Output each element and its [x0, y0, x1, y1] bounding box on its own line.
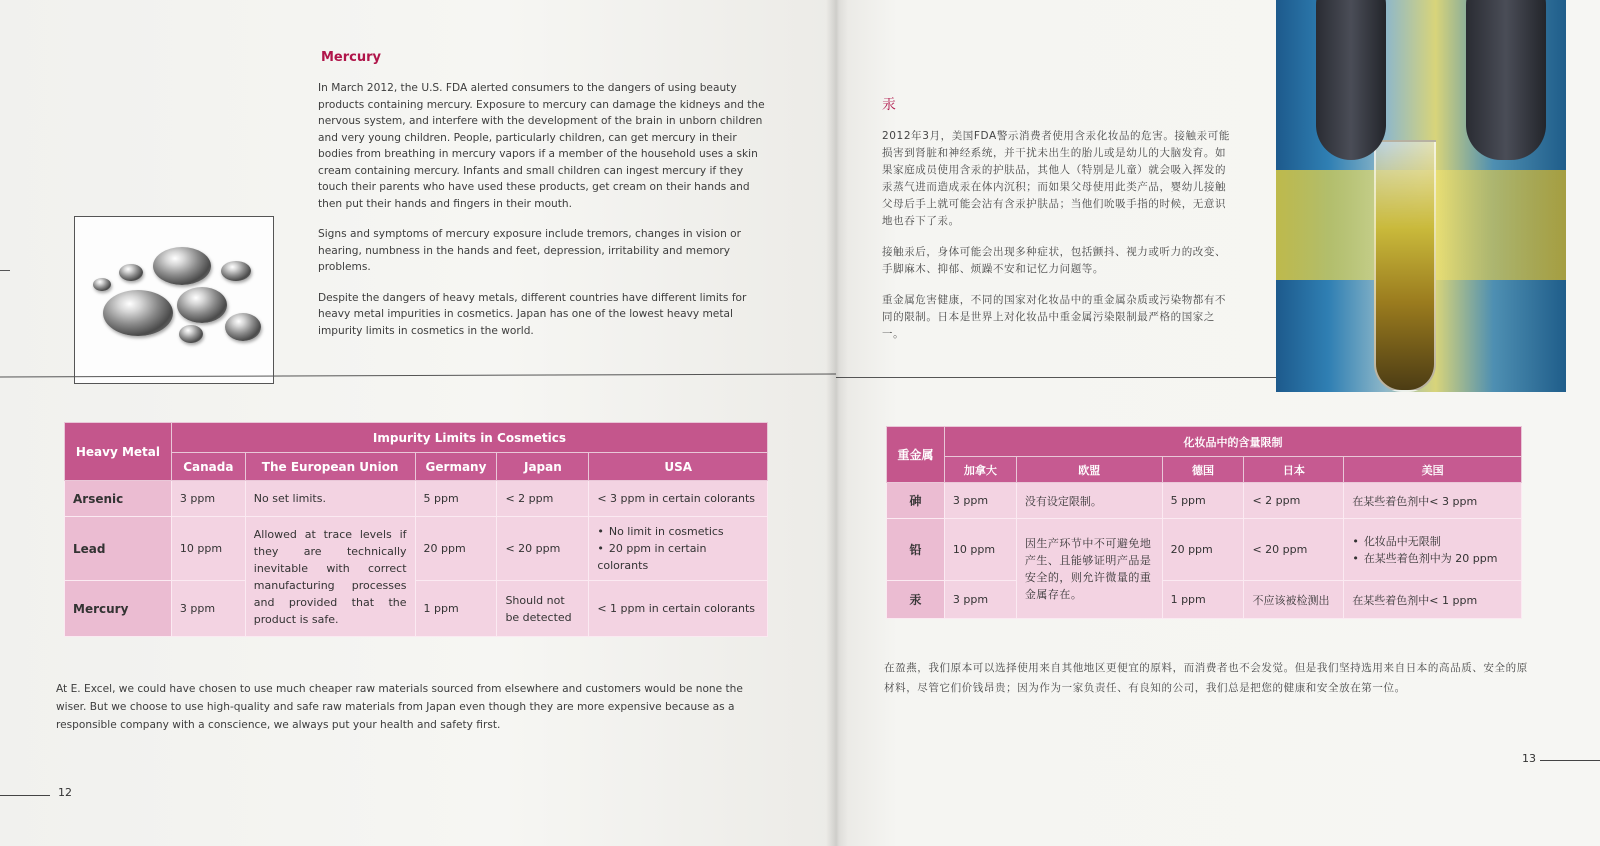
cell-arsenic-canada: 3 ppm [171, 481, 245, 517]
column-header-germany: Germany [415, 453, 497, 481]
margin-tick [0, 270, 10, 271]
paragraph-limits-cn: 重金属危害健康，不同的国家对化妆品中的重金属杂质或污染物都有不同的限制。日本是世界上对化妆品中重金属污染限制最严格的国家之一。 [882, 294, 1227, 340]
paragraph-symptoms-cn: 接触汞后，身体可能会出现多种症状，包括颤抖、视力或听力的改变、手脚麻木、抑郁、烦躁不安和记忆力问题等。 [882, 246, 1227, 275]
table-group-header: Impurity Limits in Cosmetics [171, 423, 767, 453]
cell-arsenic-canada-cn: 3 ppm [944, 483, 1016, 519]
page-divider-line [836, 377, 1276, 378]
table-row [887, 581, 1522, 619]
cell-arsenic-germany: 5 ppm [415, 481, 497, 517]
paragraph-fda-alert-cn: 2012年3月，美国FDA警示消费者使用含汞化妆品的危害。接触汞可能损害到肾脏和神经系统，并干扰未出生的胎儿或是幼儿的大脑发育。如果家庭成员使用含汞的护肤品，其他人（特别是儿童）就会吸入挥发的汞蒸气进而造成汞在体内沉积；而如果父母使用此类产品，婴幼儿接触父母后手上就可能会沾有含汞护肤品；当他们吮吸手指的时候，无意识地也吞下了汞。 [882, 130, 1230, 227]
mercury-body-text-cn [882, 128, 1232, 357]
table-corner-heavy-metal: Heavy Metal [65, 423, 172, 481]
column-header-eu: The European Union [245, 453, 415, 481]
column-header-usa-cn: 美国 [1344, 457, 1522, 483]
lead-usa-item: • No limit in cosmetics [597, 523, 759, 540]
cell-eu-merged: Allowed at trace levels if they are technically inevitable with correct manufacturing processes and provided that the product is safe. [245, 517, 415, 637]
cell-lead-japan: < 20 ppm [497, 517, 589, 581]
cell-lead-germany: 20 ppm [415, 517, 497, 581]
table-row [887, 483, 1522, 519]
table-group-header-cn: 化妆品中的含量限制 [944, 427, 1521, 457]
column-header-usa: USA [589, 453, 768, 481]
page-number-rule [0, 795, 50, 796]
row-header-lead: Lead [65, 517, 172, 581]
column-header-japan-cn: 日本 [1244, 457, 1344, 483]
cell-lead-usa-cn [1344, 519, 1522, 581]
droplet [221, 261, 251, 281]
test-tube-photo [1276, 0, 1566, 392]
paragraph-symptoms: Signs and symptoms of mercury exposure include tremors, changes in vision or hearing, numbness in the hands and feet, depression, irritability and memory problems. [318, 228, 742, 273]
cell-mercury-canada-cn: 3 ppm [944, 581, 1016, 619]
test-tube [1374, 140, 1436, 392]
cell-mercury-japan-cn: 不应该被检测出 [1244, 581, 1344, 619]
lead-usa-item-cn: • 化妆品中无限制 [1352, 533, 1513, 550]
heavy-metal-table-en [64, 422, 768, 637]
mercury-body-text [318, 80, 770, 353]
paragraph-limits: Despite the dangers of heavy metals, different countries have different limits for heavy metal impurities in cosmetics. Japan has one of the lowest heavy metal impurity limits in cosmetics in the world. [318, 291, 747, 337]
cell-arsenic-japan-cn: < 2 ppm [1244, 483, 1344, 519]
section-title-mercury: Mercury [321, 50, 382, 65]
cell-mercury-canada: 3 ppm [171, 581, 245, 637]
table-corner-heavy-metal-cn: 重金属 [887, 427, 945, 483]
cell-arsenic-germany-cn: 5 ppm [1162, 483, 1244, 519]
heavy-metal-table-cn [886, 426, 1522, 619]
row-header-lead-cn: 铅 [887, 519, 945, 581]
cell-lead-germany-cn: 20 ppm [1162, 519, 1244, 581]
gloved-finger [1466, 0, 1546, 160]
page-number-rule [1540, 760, 1600, 761]
droplet [103, 290, 173, 336]
droplet [93, 278, 111, 291]
paragraph-fda-alert: In March 2012, the U.S. FDA alerted consumers to the dangers of using beauty products containing mercury. Exposure to mercury can damage the kidneys and the nervous system, and interfere with the development of the brain in unborn children and very young children. People, particularly children, can get mercury in their bodies from breathing in mercury vapors if a member of the household uses a skin cream containing mercury. Infants and small children can ingest mercury if they touch their parents who have used these products, get cream on their hands and then put their hands and fingers in their mouth. [318, 82, 765, 210]
cell-mercury-usa-cn: 在某些着色剂中< 1 ppm [1344, 581, 1522, 619]
cell-arsenic-japan: < 2 ppm [497, 481, 589, 517]
page-number-right: 13 [1522, 752, 1536, 765]
closing-text-cn: 在盈燕，我们原本可以选择使用来自其他地区更便宜的原料，而消费者也不会发觉。但是我们坚持选用来自日本的高品质、安全的原材料，尽管它们价钱昂贵；因为作为一家负责任、有良知的公司，我们总是把您的健康和安全放在第一位。 [884, 662, 1528, 694]
cell-mercury-germany: 1 ppm [415, 581, 497, 637]
row-header-mercury-cn: 汞 [887, 581, 945, 619]
table-row [887, 519, 1522, 581]
column-header-japan: Japan [497, 453, 589, 481]
cell-arsenic-usa: < 3 ppm in certain colorants [589, 481, 768, 517]
cell-arsenic-eu-cn: 没有设定限制。 [1016, 483, 1162, 519]
cell-lead-canada: 10 ppm [171, 517, 245, 581]
droplet [179, 325, 203, 343]
section-title-mercury-cn: 汞 [882, 97, 896, 113]
cell-eu-merged-cn: 因生产环节中不可避免地产生、且能够证明产品是安全的，则允许微量的重金属存在。 [1016, 519, 1162, 619]
page-number-left: 12 [58, 786, 72, 799]
droplet [177, 287, 227, 323]
droplet [119, 264, 143, 281]
cell-mercury-germany-cn: 1 ppm [1162, 581, 1244, 619]
mercury-droplets-image [74, 216, 274, 384]
cell-lead-canada-cn: 10 ppm [944, 519, 1016, 581]
cell-lead-japan-cn: < 20 ppm [1244, 519, 1344, 581]
table-row [65, 517, 768, 581]
droplet [225, 313, 261, 341]
book-gutter-shadow [826, 0, 848, 846]
cell-mercury-japan: Should not be detected [497, 581, 589, 637]
row-header-arsenic: Arsenic [65, 481, 172, 517]
cell-mercury-usa: < 1 ppm in certain colorants [589, 581, 768, 637]
cell-arsenic-usa-cn: 在某些着色剂中< 3 ppm [1344, 483, 1522, 519]
lead-usa-item-cn: • 在某些着色剂中为 20 ppm [1352, 550, 1513, 567]
row-header-mercury: Mercury [65, 581, 172, 637]
cell-lead-usa [589, 517, 768, 581]
column-header-canada-cn: 加拿大 [944, 457, 1016, 483]
closing-text-en: At E. Excel, we could have chosen to use much cheaper raw materials sourced from elsewhere and customers would be none the wiser. But we choose to use high-quality and safe raw materials from Japan even though they are more expensive because as a responsible company with a conscience, we always put your health and safety first. [56, 683, 743, 731]
gloved-finger [1316, 0, 1386, 160]
table-row [65, 481, 768, 517]
column-header-canada: Canada [171, 453, 245, 481]
lead-usa-item: • 20 ppm in certain colorants [597, 540, 759, 574]
table-row [65, 581, 768, 637]
column-header-germany-cn: 德国 [1162, 457, 1244, 483]
column-header-eu-cn: 欧盟 [1016, 457, 1162, 483]
cell-arsenic-eu: No set limits. [245, 481, 415, 517]
row-header-arsenic-cn: 砷 [887, 483, 945, 519]
droplet [153, 247, 211, 285]
